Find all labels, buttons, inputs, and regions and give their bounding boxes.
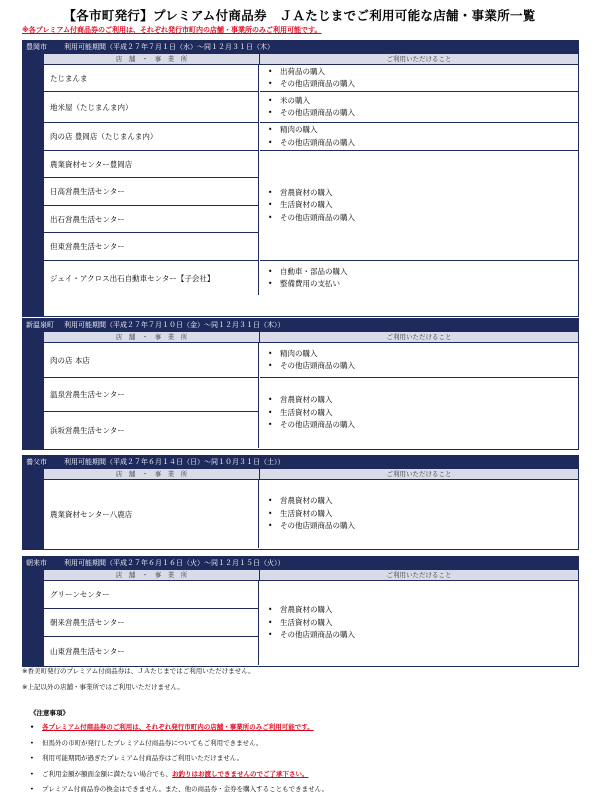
period-text: 利用可能期間（平成２７年７月１日（水）～同１２月３１日（木）	[64, 43, 274, 51]
column-header	[44, 332, 578, 343]
store-column-header: 店 舗 ・ 事 業 所	[44, 332, 260, 343]
use-item: • 営農資材の購入	[268, 187, 578, 200]
use-cell	[260, 581, 578, 665]
section-header	[22, 318, 579, 332]
store-row: 農業資材センター豊岡店	[44, 150, 259, 177]
use-item: • 自動車・部品の購入	[268, 266, 578, 279]
use-item: • 精肉の購入	[268, 348, 578, 361]
use-item: • その他店頭商品の購入	[268, 419, 578, 432]
store-column-header: 店 舗 ・ 事 業 所	[44, 570, 260, 581]
store-row: 農業資材センター八鹿店	[44, 480, 259, 548]
section-toyooka	[22, 40, 579, 317]
city-name: 養父市	[26, 458, 47, 466]
section-table	[22, 570, 579, 667]
use-item: • 出荷品の購入	[268, 66, 578, 79]
use-item: • 米の購入	[268, 95, 578, 108]
section-table	[22, 332, 579, 450]
store-row: 出石営農生活センター	[44, 205, 259, 232]
period-text: 利用可能期間（平成２７年７月１０日（金）～同１２月３１日（木））	[64, 321, 285, 329]
store-row: 日高営農生活センター	[44, 177, 259, 205]
section-header	[22, 455, 579, 469]
use-item: • 生活資材の購入	[268, 617, 578, 630]
use-item: • その他店頭商品の購入	[268, 107, 578, 120]
use-column-header: ご利用いただけること	[260, 332, 578, 343]
store-column-header: 店 舗 ・ 事 業 所	[44, 469, 260, 480]
section-header	[22, 556, 579, 570]
notice-list	[30, 720, 328, 798]
store-row: 朝来営農生活センター	[44, 608, 259, 636]
city-name: 豊岡市	[26, 43, 47, 51]
section-table	[22, 469, 579, 550]
footnote: ※上記以外の店舗・事業所ではご利用いただけません。	[22, 683, 184, 691]
column-header	[44, 54, 578, 65]
use-item: • 営農資材の購入	[268, 495, 578, 508]
use-item: • その他店頭商品の購入	[268, 78, 578, 91]
store-row: 山東営農生活センター	[44, 636, 259, 665]
store-row: 但東営農生活センター	[44, 232, 259, 260]
column-header	[44, 469, 578, 480]
use-item: • その他店頭商品の購入	[268, 212, 578, 225]
store-row: グリーンセンター	[44, 581, 259, 608]
use-item: • 生活資材の購入	[268, 508, 578, 521]
use-item: • 整備費用の支払い	[268, 278, 578, 291]
use-item: • その他店頭商品の購入	[268, 360, 578, 373]
notice-item: • 各プレミアム付商品券のご利用は、それぞれ発行市町内の店舗・事業所のみご利用可能です。	[30, 720, 328, 736]
section-yabu	[22, 455, 579, 550]
section-table	[22, 54, 579, 317]
use-item: • その他店頭商品の購入	[268, 629, 578, 642]
footnote: ※香美町発行のプレミアム付商品券は、ＪＡたじまではご利用いただけません。	[22, 667, 255, 675]
city-name: 新温泉町	[26, 321, 54, 329]
store-row: 温泉営農生活センター	[44, 377, 259, 411]
notice-title: 《注意事項》	[30, 709, 69, 717]
use-item: • その他店頭商品の購入	[268, 520, 578, 533]
notice-item	[30, 767, 328, 783]
use-item: • 営農資材の購入	[268, 604, 578, 617]
store-row: ジェイ・アクロス出石自動車センター【子会社】	[44, 260, 259, 295]
section-asago	[22, 556, 579, 667]
page-title: 【各市町発行】プレミアム付商品券 ＪＡたじまでご利用可能な店舗・事業所一覧	[63, 8, 536, 23]
use-item: • 精肉の購入	[268, 124, 578, 137]
top-notice: ※各プレミアム付商品券のご利用は、それぞれ発行市町内の店舗・事業所のみご利用可能です。	[22, 26, 322, 34]
use-cell	[260, 91, 578, 122]
use-column-header: ご利用いただけること	[260, 469, 578, 480]
section-shinonsen	[22, 318, 579, 450]
city-name: 朝来市	[26, 559, 47, 567]
use-item: • 営農資材の購入	[268, 394, 578, 407]
use-item: • 生活資材の購入	[268, 199, 578, 212]
store-row: 肉の店 豊岡店（たじまんま内）	[44, 122, 259, 150]
notice-text: ご利用金額が額面金額に満たない場合でも、	[42, 769, 172, 778]
use-item: • 生活資材の購入	[268, 407, 578, 420]
use-cell	[260, 260, 578, 295]
notice-item: • 利用可能期間が過ぎたプレミアム付商品券はご利用いただけません。	[30, 751, 328, 767]
store-column-header: 店 舗 ・ 事 業 所	[44, 54, 260, 65]
notice-item: • プレミアム付商品券の換金はできません。また、他の商品券・金券を購入することもできません。	[30, 782, 328, 798]
store-row: 浜坂営農生活センター	[44, 411, 259, 448]
use-item: • その他店頭商品の購入	[268, 137, 578, 150]
use-cell	[260, 480, 578, 548]
notice-highlight: お釣りはお渡しできませんのでご了承下さい。	[172, 769, 309, 778]
column-header	[44, 570, 578, 581]
use-cell	[260, 343, 578, 377]
use-cell	[260, 150, 578, 260]
store-row: 地米屋（たじまんま内）	[44, 91, 259, 122]
use-cell	[260, 65, 578, 91]
use-column-header: ご利用いただけること	[260, 54, 578, 65]
period-text: 利用可能期間（平成２７年６月１４日（日）～同１０月３１日（土））	[64, 458, 285, 466]
section-header	[22, 40, 579, 54]
store-row: 肉の店 本店	[44, 343, 259, 377]
use-cell	[260, 377, 578, 448]
use-cell	[260, 122, 578, 150]
store-row: たじまんま	[44, 65, 259, 91]
notice-item: • 但馬外の市町が発行したプレミアム付商品券についてもご利用できません。	[30, 736, 328, 752]
period-text: 利用可能期間（平成２７年６月１６日（火）～同１２月１５日（火））	[64, 559, 285, 567]
use-column-header: ご利用いただけること	[260, 570, 578, 581]
